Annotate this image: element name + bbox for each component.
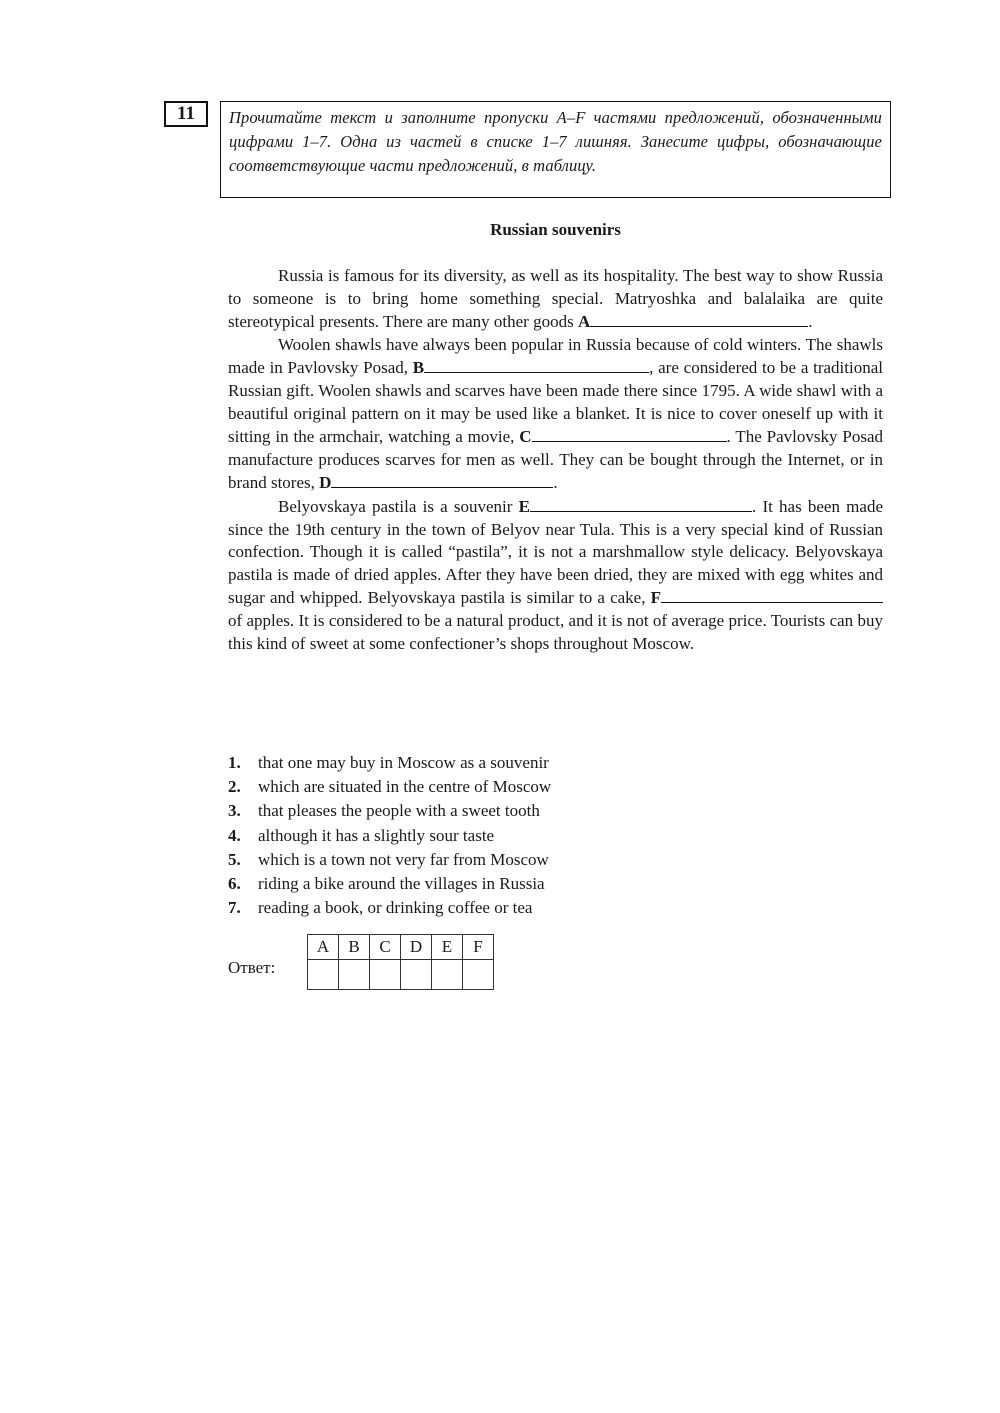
option-number: 2. [228,777,241,797]
p3-text-a: Belyovskaya pastila is a souvenir [278,496,513,516]
option-number: 7. [228,898,241,918]
option-item [228,751,728,775]
option-item [228,799,728,823]
answer-cell-e[interactable] [432,960,463,990]
gap-label-b: B [412,358,425,378]
option-item [228,824,728,848]
p2-end: . [553,473,558,493]
gap-f[interactable] [661,586,883,603]
task-number: 11 [164,101,208,127]
answer-column-header: B [339,935,370,960]
answer-table [307,934,494,990]
paragraph-3 [228,495,883,655]
gap-label-d: D [319,473,332,493]
gap-label-c: C [519,427,532,447]
option-item [228,775,728,799]
text-title: Russian souvenirs [490,220,621,239]
option-item [228,872,728,896]
option-text: reading a book, or drinking coffee or tea [258,898,533,918]
answer-cell-b[interactable] [339,960,370,990]
option-text: that pleases the people with a sweet tooth [258,801,540,821]
answer-column-header: F [463,935,494,960]
answer-cell-a[interactable] [308,960,339,990]
option-number: 1. [228,753,241,772]
answer-column-header: C [370,935,401,960]
option-item [228,848,728,872]
gap-label-f: F [650,588,662,608]
p2-text-a: Woolen shawls have always been popular in Russia because of cold winters. The shawls made in Pavlovsky Posad, [228,334,883,378]
p1-end: . [808,312,813,332]
answer-column-header: D [401,935,432,960]
options-list [228,751,728,920]
answer-cell-f[interactable] [463,960,494,990]
answer-column-header: A [308,935,339,960]
option-text: although it has a slightly sour taste [258,825,495,845]
option-number: 6. [228,874,241,894]
option-item [228,896,728,920]
option-number: 4. [228,825,241,845]
gap-c[interactable] [532,425,727,442]
answer-cell-c[interactable] [370,960,401,990]
answer-column-header: E [432,935,463,960]
option-text: which are situated in the centre of Moscow [258,777,552,797]
gap-e[interactable] [530,495,752,512]
task-instruction: Прочитайте текст и заполните пропуски A–F частями предложений, обозначенными цифрами 1–7. Одна из частей в списке 1–7 лишняя. Занесите цифры, обозначающие соответствующие части предложений, в таблицу. [220,101,891,198]
answer-label: Ответ: [228,958,276,977]
p1-text: Russia is famous for its diversity, as well as its hospitality. The best way to show Russia to someone is to bring home something special. Matryoshka and balalaika are quite stereotypical presents. There are many other goods [228,266,883,332]
paragraph-2 [228,334,883,495]
p3-text-c: of apples. It is considered to be a natural product, and it is not of average price. Tourists can buy this kind of sweet at some confectioner’s shops throughout Moscow. [228,610,883,653]
option-number: 3. [228,801,241,821]
gap-label-e: E [518,496,530,516]
gap-label-a: A [577,312,591,332]
option-number: 5. [228,849,241,869]
paragraph-1 [228,265,883,334]
passage [228,265,883,655]
option-text: riding a bike around the villages in Russia [258,874,545,894]
gap-a[interactable] [590,310,808,327]
gap-b[interactable] [424,356,649,373]
p2-text-c: . The Pavlovsky Posad manufacture produces scarves for men as well. They can be bought through the Internet, or in brand stores, [228,427,884,493]
gap-d[interactable] [331,471,553,488]
option-text: which is a town not very far from Moscow [258,849,549,869]
p3-text-b: . It has been made since the 19th century in the town of Belyov near Tula. This is a very special kind of Russian confection. Though it is called “pastila”, it is not a marshmallow style delicacy. Belyovskaya pastila is made of dried apples. After they have been dried, they are mixed with egg whites and sugar and whipped. Belyovskaya pastila is similar to a cake, [228,496,883,608]
option-text: that one may buy in Moscow as a souvenir [258,753,549,772]
answer-cell-d[interactable] [401,960,432,990]
p2-text-b: , are considered to be a traditional Russian gift. Woolen shawls and scarves have been made there since 1795. A wide shawl with a beautiful original pattern on it may be used like a blanket. It is nice to cover oneself up with it sitting in the armchair, watching a movie, [228,358,883,447]
